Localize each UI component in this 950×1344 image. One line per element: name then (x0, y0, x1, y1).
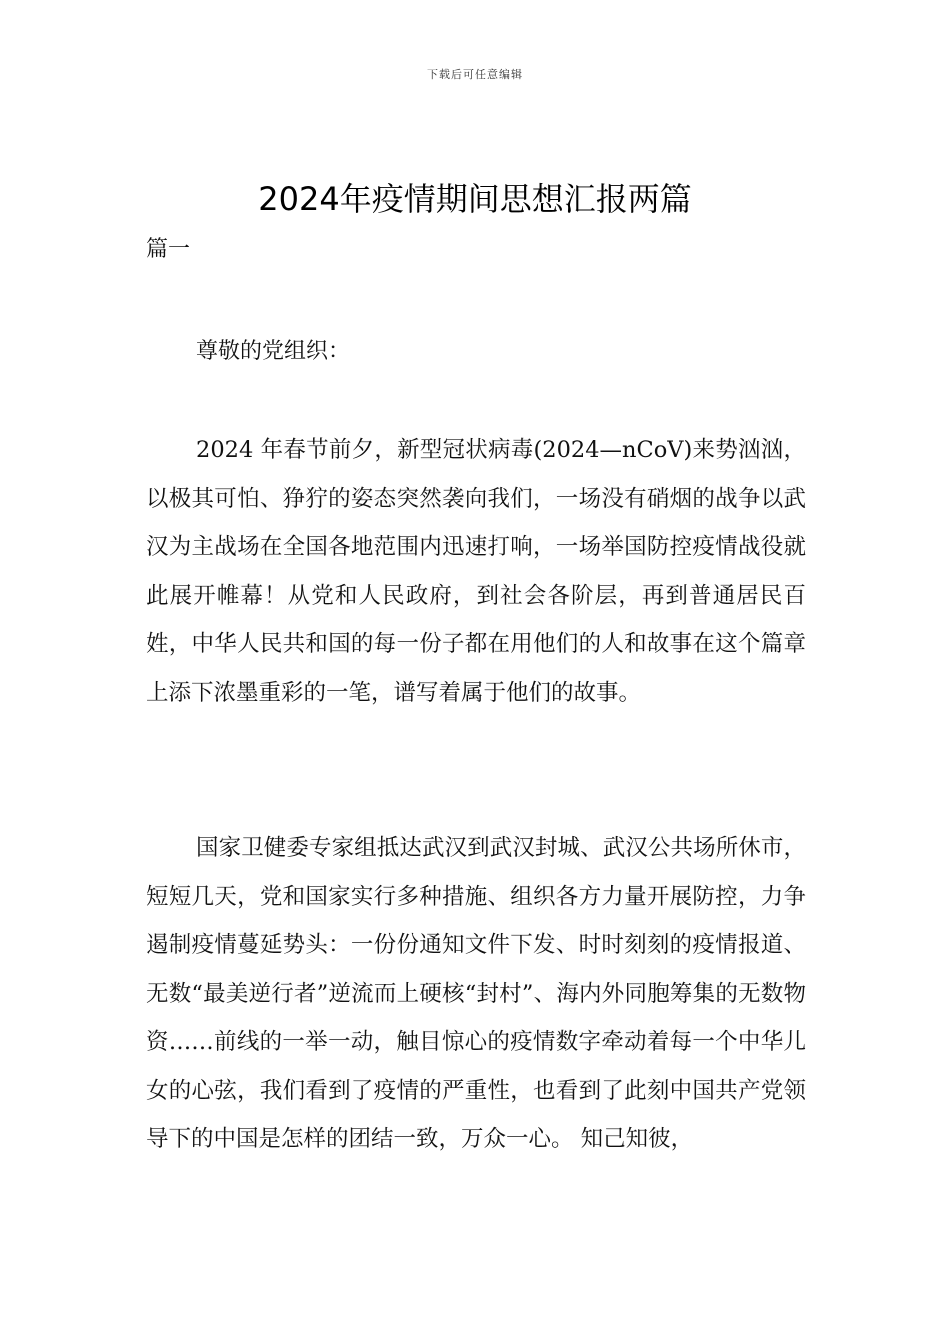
section-label: 篇一 (146, 237, 191, 262)
page-header-note: 下载后可任意编辑 (427, 68, 523, 81)
body-paragraph-1: 2024 年春节前夕，新型冠状病毒(2024—nCoV)来势汹汹，以极其可怕、狰狞的姿态突然袭向我们，一场没有硝烟的战争以武汉为主战场在全国各地范围内迅速打响，一场举国防控疫情战役就此展开帷幕！从党和人民政府，到社会各阶层，再到普通居民百姓，中华人民共和国的每一份子都在用他们的人和故事在这个篇章上添下浓墨重彩的一笔，谱写着属于他们的故事。 (146, 437, 806, 706)
body-paragraph-2: 国家卫健委专家组抵达武汉到武汉封城、武汉公共场所休市，短短几天，党和国家实行多种措施、组织各方力量开展防控，力争遏制疫情蔓延势头：一份份通知文件下发、时时刻刻的疫情报道、无数“最美逆行者”逆流而上硬核“封村”、海内外同胞筹集的无数物资……前线的一举一动，触目惊心的疫情数字牵动着每一个中华儿女的心弦，我们看到了疫情的严重性，也看到了此刻中国共产党领导下的中国是怎样的团结一致，万众一心。 知己知彼， (146, 835, 806, 1152)
salutation: 尊敬的党组织： (196, 339, 351, 364)
document-title: 2024年疫情期间思想汇报两篇 (258, 180, 692, 218)
